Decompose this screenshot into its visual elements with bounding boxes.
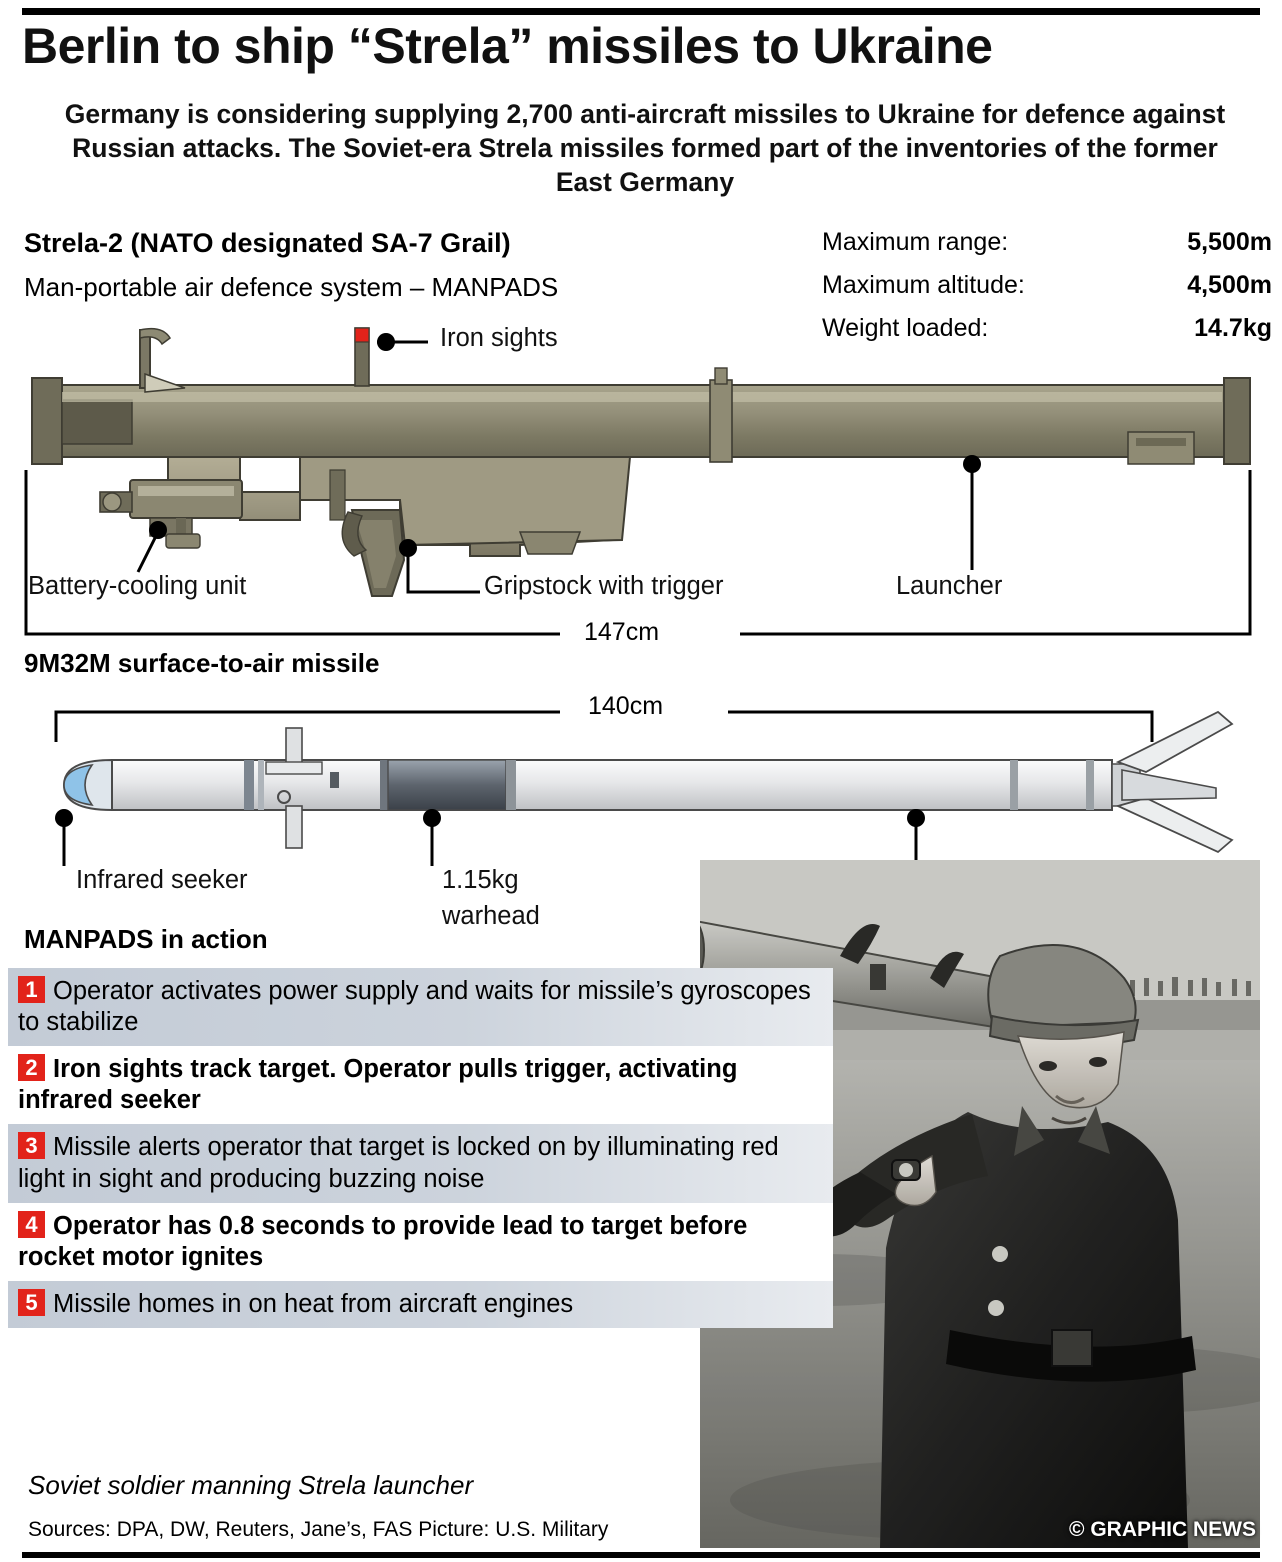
callout-battery-cooling-unit: Battery-cooling unit xyxy=(28,572,247,600)
launcher-subtitle: Man-portable air defence system – MANPADS xyxy=(24,272,559,302)
spec-label: Weight loaded: xyxy=(822,314,989,342)
spec-label: Maximum range: xyxy=(822,228,1009,256)
spec-list xyxy=(822,228,1272,357)
step-number: 4 xyxy=(18,1211,45,1238)
standfirst-text: Germany is considering supplying 2,700 anti-aircraft missiles to Ukraine for defence against Russian attacks. The Soviet-era Strela missiles formed part of the inventories of the former East Germany xyxy=(64,99,1226,197)
step-number: 1 xyxy=(18,976,45,1003)
list-item xyxy=(8,1046,833,1124)
missile-drawing xyxy=(55,712,1232,866)
page-title: Berlin to ship “Strela” missiles to Ukraine xyxy=(22,18,993,74)
spec-value: 4,500m xyxy=(1187,271,1272,299)
callout-warhead-line2: warhead xyxy=(442,902,540,930)
missile-title: 9M32M surface-to-air missile xyxy=(24,648,380,678)
callout-infrared-seeker: Infrared seeker xyxy=(76,866,248,894)
spec-value: 5,500m xyxy=(1187,228,1272,256)
missile-length: 140cm xyxy=(582,692,669,721)
step-number: 3 xyxy=(18,1132,45,1159)
photo-caption: Soviet soldier manning Strela launcher xyxy=(28,1470,474,1500)
launcher-title: Strela-2 (NATO designated SA-7 Grail) xyxy=(24,228,511,258)
list-item xyxy=(8,1203,833,1281)
step-text: Missile alerts operator that target is locked on by illuminating red light in sight and producing buzzing noise xyxy=(18,1133,779,1193)
list-item xyxy=(8,1281,833,1328)
spec-value: 14.7kg xyxy=(1194,314,1272,342)
callout-warhead-line1: 1.15kg xyxy=(442,866,519,894)
top-rule xyxy=(22,8,1260,15)
list-item xyxy=(8,1124,833,1202)
credit-graphic-news: © GRAPHIC NEWS xyxy=(1069,1518,1256,1541)
spec-row xyxy=(822,271,1272,300)
step-text: Missile homes in on heat from aircraft engines xyxy=(53,1289,574,1318)
step-text: Operator has 0.8 seconds to provide lead to target before rocket motor ignites xyxy=(18,1211,748,1271)
callout-launcher: Launcher xyxy=(896,572,1003,600)
list-item xyxy=(8,968,833,1046)
spec-row xyxy=(822,314,1272,343)
step-number: 5 xyxy=(18,1289,45,1316)
callout-gripstock: Gripstock with trigger xyxy=(484,572,724,600)
spec-label: Maximum altitude: xyxy=(822,271,1025,299)
spec-row xyxy=(822,228,1272,257)
steps-list xyxy=(8,968,833,1328)
launcher-length: 147cm xyxy=(578,618,665,647)
step-text: Operator activates power supply and waits for missile’s gyroscopes to stabilize xyxy=(18,977,811,1037)
bottom-rule xyxy=(22,1552,1260,1558)
step-number: 2 xyxy=(18,1054,45,1081)
step-text: Iron sights track target. Operator pulls trigger, activating infrared seeker xyxy=(18,1055,738,1115)
callout-iron-sights: Iron sights xyxy=(440,324,558,352)
sources-line: Sources: DPA, DW, Reuters, Jane’s, FAS Picture: U.S. Military xyxy=(28,1518,609,1541)
manpads-in-action-title: MANPADS in action xyxy=(24,924,268,954)
